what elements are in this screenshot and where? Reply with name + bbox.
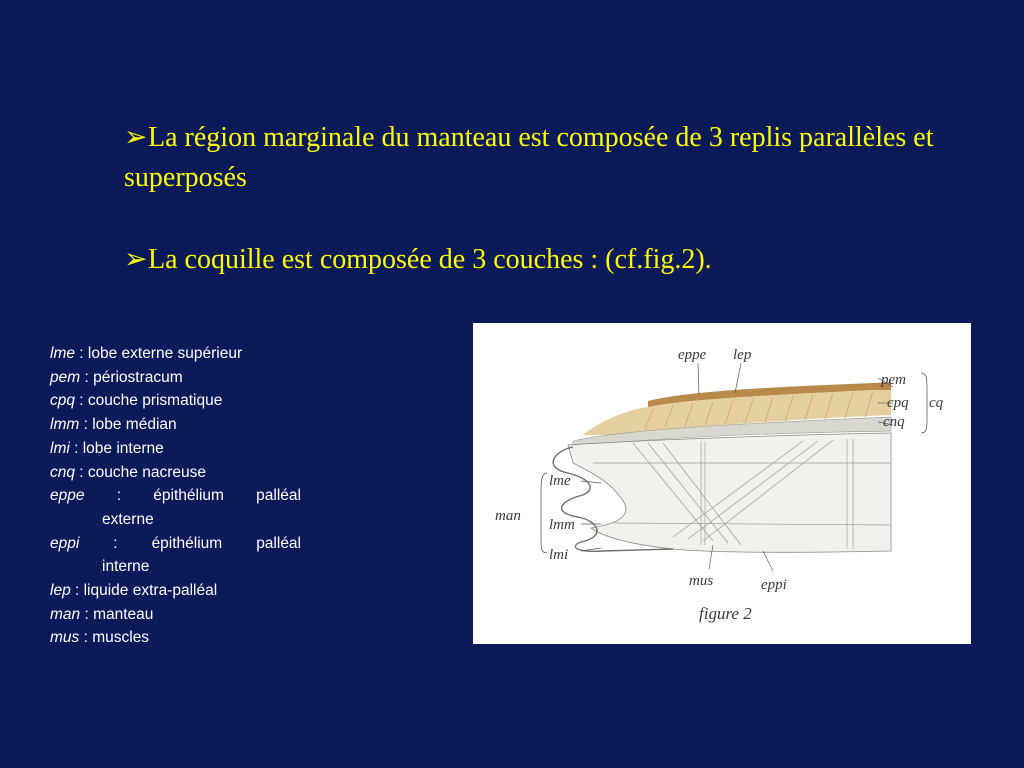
legend-abbr: cnq xyxy=(50,463,75,481)
legend-desc: : muscles xyxy=(79,629,150,647)
label-lep: lep xyxy=(733,347,752,363)
legend-abbr: lme xyxy=(50,345,75,362)
bullet-1-text: La région marginale du manteau est composée de 3 replis parallèles et superposés xyxy=(124,122,934,193)
legend-desc: : lobe interne xyxy=(69,439,164,457)
label-lme: lme xyxy=(549,473,571,489)
shell-mantle-diagram xyxy=(473,323,971,644)
legend-item-lmi xyxy=(50,437,301,461)
legend-item-lep xyxy=(50,579,301,603)
legend-item-pem xyxy=(50,366,301,390)
legend-desc: : couche nacreuse xyxy=(75,463,206,481)
legend-desc: : lobe médian xyxy=(79,416,177,434)
label-pem: pem xyxy=(881,372,906,388)
legend-item-lmm xyxy=(50,413,301,437)
legend-continuation: interne xyxy=(102,558,150,576)
label-lmi: lmi xyxy=(549,547,569,563)
legend-desc: : liquide extra-palléal xyxy=(70,582,218,600)
legend-abbr: cpq xyxy=(50,392,75,410)
arrow-bullet-icon: ➢ xyxy=(124,244,148,275)
cq-brace xyxy=(921,373,927,433)
legend-word: épithélium xyxy=(151,534,223,552)
legend-abbr: eppe xyxy=(50,487,85,505)
legend-abbr: lmm xyxy=(50,416,80,434)
legend-desc: : lobe externe supérieur xyxy=(74,345,243,362)
legend-sep: : xyxy=(116,487,122,505)
man-brace xyxy=(541,473,547,553)
mantle-body xyxy=(568,433,891,552)
label-mus: mus xyxy=(689,573,714,589)
label-cpq: cpq xyxy=(887,395,909,411)
legend xyxy=(50,342,301,650)
legend-continuation: externe xyxy=(102,510,154,528)
label-eppe: eppe xyxy=(678,347,707,363)
bullet-2 xyxy=(124,240,964,280)
legend-abbr: man xyxy=(50,605,81,623)
arrow-bullet-icon: ➢ xyxy=(124,122,148,153)
shell-mantle-figure xyxy=(473,323,971,644)
legend-abbr: eppi xyxy=(50,534,80,552)
legend-desc: : couche prismatique xyxy=(75,392,223,410)
legend-sep: : xyxy=(113,534,118,552)
label-eppi: eppi xyxy=(761,577,787,593)
label-cq: cq xyxy=(929,395,944,411)
legend-item-cpq xyxy=(50,389,301,413)
legend-item-mus xyxy=(50,626,301,650)
legend-word: palléal xyxy=(256,534,301,552)
label-lmm: lmm xyxy=(549,517,575,533)
legend-abbr: lmi xyxy=(50,439,70,457)
legend-item-cnq xyxy=(50,461,301,485)
legend-abbr: lep xyxy=(50,582,71,600)
legend-item-eppi xyxy=(50,532,301,556)
legend-word: épithélium xyxy=(153,487,224,505)
bullet-2-text: La coquille est composée de 3 couches : (cf.fig.2). xyxy=(148,244,712,275)
legend-word: palléal xyxy=(256,487,301,505)
legend-abbr: mus xyxy=(50,629,80,647)
label-cnq: cnq xyxy=(883,414,905,430)
legend-item-lme xyxy=(50,342,301,366)
figure-caption: figure 2 xyxy=(699,604,752,623)
label-man: man xyxy=(495,508,521,524)
legend-desc: : périostracum xyxy=(80,368,183,386)
legend-item-man xyxy=(50,603,301,627)
legend-abbr: pem xyxy=(50,368,81,386)
legend-desc: : manteau xyxy=(80,605,154,623)
legend-item-eppe xyxy=(50,484,301,508)
bullet-1 xyxy=(124,118,964,198)
